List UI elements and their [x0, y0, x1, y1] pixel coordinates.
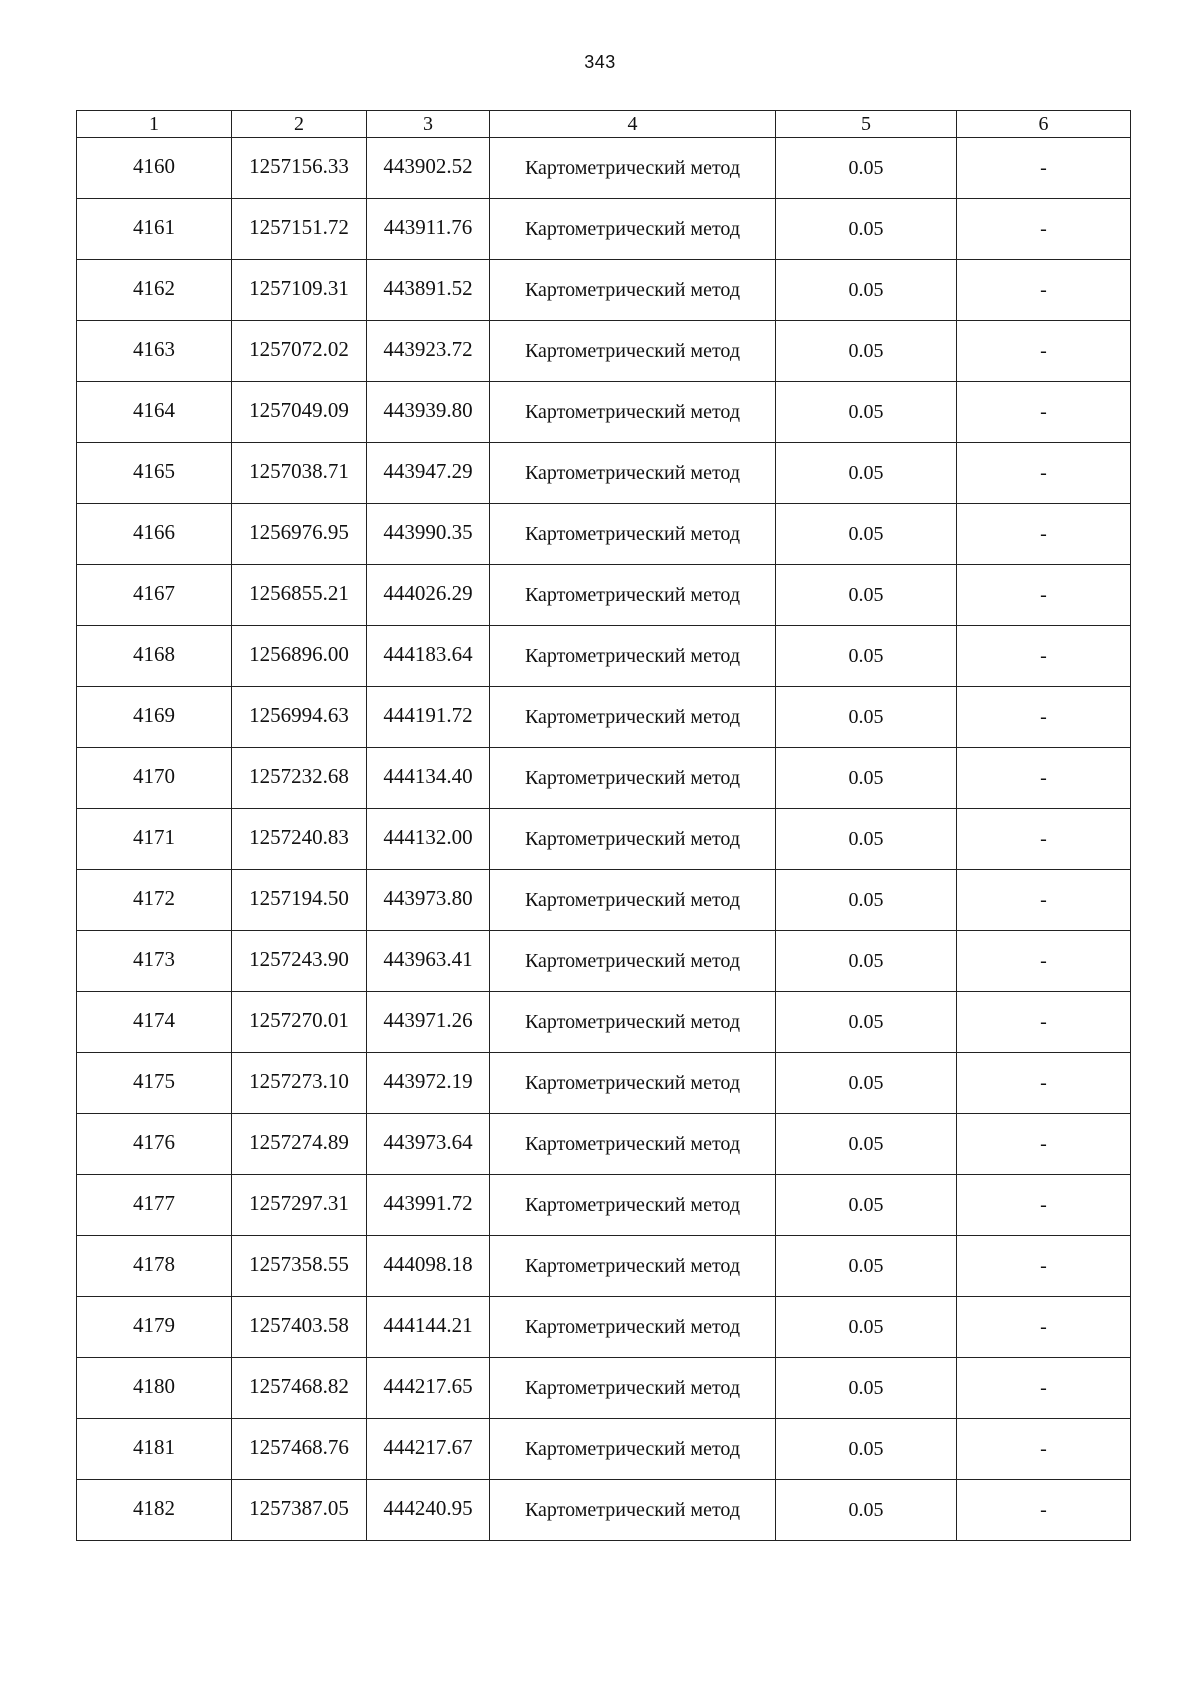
point-number-cell: 4172	[77, 870, 232, 931]
note-cell: -	[957, 1297, 1131, 1358]
header-col-1: 1	[77, 111, 232, 138]
x-coordinate-cell: 1257072.02	[232, 321, 367, 382]
method-cell: Картометрический метод	[490, 382, 776, 443]
accuracy-cell: 0.05	[776, 260, 957, 321]
point-number-cell: 4178	[77, 1236, 232, 1297]
table-row	[77, 1175, 1131, 1236]
y-coordinate-cell: 444217.65	[367, 1358, 490, 1419]
accuracy-cell: 0.05	[776, 382, 957, 443]
note-cell: -	[957, 382, 1131, 443]
x-coordinate-cell: 1257194.50	[232, 870, 367, 931]
x-coordinate-cell: 1256994.63	[232, 687, 367, 748]
x-coordinate-cell: 1257270.01	[232, 992, 367, 1053]
table-body	[77, 138, 1131, 1541]
table-row	[77, 321, 1131, 382]
table-row	[77, 931, 1131, 992]
accuracy-cell: 0.05	[776, 1175, 957, 1236]
y-coordinate-cell: 444134.40	[367, 748, 490, 809]
x-coordinate-cell: 1257049.09	[232, 382, 367, 443]
accuracy-cell: 0.05	[776, 870, 957, 931]
table-row	[77, 748, 1131, 809]
x-coordinate-cell: 1257038.71	[232, 443, 367, 504]
table-header	[77, 111, 1131, 138]
table-row	[77, 1236, 1131, 1297]
accuracy-cell: 0.05	[776, 687, 957, 748]
method-cell: Картометрический метод	[490, 748, 776, 809]
note-cell: -	[957, 1358, 1131, 1419]
point-number-cell: 4179	[77, 1297, 232, 1358]
accuracy-cell: 0.05	[776, 138, 957, 199]
table-row	[77, 504, 1131, 565]
point-number-cell: 4161	[77, 199, 232, 260]
note-cell: -	[957, 138, 1131, 199]
accuracy-cell: 0.05	[776, 1236, 957, 1297]
x-coordinate-cell: 1256976.95	[232, 504, 367, 565]
table-row	[77, 687, 1131, 748]
table-row	[77, 443, 1131, 504]
y-coordinate-cell: 444240.95	[367, 1480, 490, 1541]
note-cell: -	[957, 321, 1131, 382]
accuracy-cell: 0.05	[776, 565, 957, 626]
note-cell: -	[957, 1419, 1131, 1480]
y-coordinate-cell: 443973.80	[367, 870, 490, 931]
method-cell: Картометрический метод	[490, 1053, 776, 1114]
method-cell: Картометрический метод	[490, 1358, 776, 1419]
point-number-cell: 4168	[77, 626, 232, 687]
accuracy-cell: 0.05	[776, 199, 957, 260]
accuracy-cell: 0.05	[776, 504, 957, 565]
note-cell: -	[957, 1175, 1131, 1236]
y-coordinate-cell: 443991.72	[367, 1175, 490, 1236]
note-cell: -	[957, 199, 1131, 260]
table-row	[77, 1114, 1131, 1175]
y-coordinate-cell: 443973.64	[367, 1114, 490, 1175]
point-number-cell: 4163	[77, 321, 232, 382]
point-number-cell: 4182	[77, 1480, 232, 1541]
point-number-cell: 4167	[77, 565, 232, 626]
table-row	[77, 992, 1131, 1053]
table-row	[77, 626, 1131, 687]
note-cell: -	[957, 748, 1131, 809]
y-coordinate-cell: 443939.80	[367, 382, 490, 443]
accuracy-cell: 0.05	[776, 321, 957, 382]
table-row	[77, 138, 1131, 199]
x-coordinate-cell: 1257387.05	[232, 1480, 367, 1541]
table-row	[77, 199, 1131, 260]
note-cell: -	[957, 626, 1131, 687]
table-row	[77, 1358, 1131, 1419]
x-coordinate-cell: 1257403.58	[232, 1297, 367, 1358]
y-coordinate-cell: 444026.29	[367, 565, 490, 626]
table-row	[77, 1297, 1131, 1358]
method-cell: Картометрический метод	[490, 260, 776, 321]
method-cell: Картометрический метод	[490, 1419, 776, 1480]
accuracy-cell: 0.05	[776, 626, 957, 687]
x-coordinate-cell: 1257297.31	[232, 1175, 367, 1236]
x-coordinate-cell: 1257232.68	[232, 748, 367, 809]
point-number-cell: 4174	[77, 992, 232, 1053]
method-cell: Картометрический метод	[490, 504, 776, 565]
header-col-5: 5	[776, 111, 957, 138]
accuracy-cell: 0.05	[776, 1114, 957, 1175]
y-coordinate-cell: 443891.52	[367, 260, 490, 321]
table-row	[77, 1419, 1131, 1480]
method-cell: Картометрический метод	[490, 1236, 776, 1297]
accuracy-cell: 0.05	[776, 748, 957, 809]
point-number-cell: 4165	[77, 443, 232, 504]
note-cell: -	[957, 992, 1131, 1053]
method-cell: Картометрический метод	[490, 931, 776, 992]
note-cell: -	[957, 687, 1131, 748]
method-cell: Картометрический метод	[490, 687, 776, 748]
point-number-cell: 4164	[77, 382, 232, 443]
method-cell: Картометрический метод	[490, 1480, 776, 1541]
header-col-3: 3	[367, 111, 490, 138]
y-coordinate-cell: 444217.67	[367, 1419, 490, 1480]
y-coordinate-cell: 443971.26	[367, 992, 490, 1053]
accuracy-cell: 0.05	[776, 1053, 957, 1114]
x-coordinate-cell: 1257240.83	[232, 809, 367, 870]
y-coordinate-cell: 444132.00	[367, 809, 490, 870]
accuracy-cell: 0.05	[776, 1419, 957, 1480]
table-row	[77, 870, 1131, 931]
x-coordinate-cell: 1257151.72	[232, 199, 367, 260]
x-coordinate-cell: 1257468.76	[232, 1419, 367, 1480]
y-coordinate-cell: 444191.72	[367, 687, 490, 748]
point-number-cell: 4181	[77, 1419, 232, 1480]
x-coordinate-cell: 1257109.31	[232, 260, 367, 321]
table-row	[77, 1480, 1131, 1541]
y-coordinate-cell: 443947.29	[367, 443, 490, 504]
y-coordinate-cell: 444183.64	[367, 626, 490, 687]
point-number-cell: 4175	[77, 1053, 232, 1114]
point-number-cell: 4160	[77, 138, 232, 199]
method-cell: Картометрический метод	[490, 809, 776, 870]
table-row	[77, 809, 1131, 870]
note-cell: -	[957, 1114, 1131, 1175]
y-coordinate-cell: 443911.76	[367, 199, 490, 260]
x-coordinate-cell: 1257468.82	[232, 1358, 367, 1419]
accuracy-cell: 0.05	[776, 1297, 957, 1358]
x-coordinate-cell: 1257358.55	[232, 1236, 367, 1297]
note-cell: -	[957, 931, 1131, 992]
header-col-2: 2	[232, 111, 367, 138]
point-number-cell: 4166	[77, 504, 232, 565]
y-coordinate-cell: 443902.52	[367, 138, 490, 199]
x-coordinate-cell: 1256855.21	[232, 565, 367, 626]
x-coordinate-cell: 1257274.89	[232, 1114, 367, 1175]
accuracy-cell: 0.05	[776, 443, 957, 504]
accuracy-cell: 0.05	[776, 931, 957, 992]
note-cell: -	[957, 809, 1131, 870]
page-number: 343	[584, 52, 616, 72]
accuracy-cell: 0.05	[776, 1480, 957, 1541]
table-row	[77, 260, 1131, 321]
method-cell: Картометрический метод	[490, 199, 776, 260]
note-cell: -	[957, 504, 1131, 565]
accuracy-cell: 0.05	[776, 809, 957, 870]
method-cell: Картометрический метод	[490, 1114, 776, 1175]
point-number-cell: 4176	[77, 1114, 232, 1175]
point-number-cell: 4170	[77, 748, 232, 809]
method-cell: Картометрический метод	[490, 321, 776, 382]
point-number-cell: 4180	[77, 1358, 232, 1419]
point-number-cell: 4171	[77, 809, 232, 870]
table-row	[77, 565, 1131, 626]
method-cell: Картометрический метод	[490, 1297, 776, 1358]
header-col-6: 6	[957, 111, 1131, 138]
note-cell: -	[957, 565, 1131, 626]
y-coordinate-cell: 444144.21	[367, 1297, 490, 1358]
method-cell: Картометрический метод	[490, 443, 776, 504]
note-cell: -	[957, 1236, 1131, 1297]
y-coordinate-cell: 443963.41	[367, 931, 490, 992]
coordinates-table	[76, 110, 1131, 1541]
y-coordinate-cell: 443972.19	[367, 1053, 490, 1114]
point-number-cell: 4173	[77, 931, 232, 992]
note-cell: -	[957, 260, 1131, 321]
method-cell: Картометрический метод	[490, 992, 776, 1053]
table-row	[77, 382, 1131, 443]
accuracy-cell: 0.05	[776, 992, 957, 1053]
method-cell: Картометрический метод	[490, 626, 776, 687]
y-coordinate-cell: 443990.35	[367, 504, 490, 565]
x-coordinate-cell: 1256896.00	[232, 626, 367, 687]
point-number-cell: 4162	[77, 260, 232, 321]
method-cell: Картометрический метод	[490, 1175, 776, 1236]
note-cell: -	[957, 870, 1131, 931]
point-number-cell: 4169	[77, 687, 232, 748]
table-row	[77, 1053, 1131, 1114]
note-cell: -	[957, 1053, 1131, 1114]
accuracy-cell: 0.05	[776, 1358, 957, 1419]
note-cell: -	[957, 1480, 1131, 1541]
y-coordinate-cell: 443923.72	[367, 321, 490, 382]
header-row	[77, 111, 1131, 138]
method-cell: Картометрический метод	[490, 138, 776, 199]
header-col-4: 4	[490, 111, 776, 138]
method-cell: Картометрический метод	[490, 565, 776, 626]
method-cell: Картометрический метод	[490, 870, 776, 931]
note-cell: -	[957, 443, 1131, 504]
y-coordinate-cell: 444098.18	[367, 1236, 490, 1297]
x-coordinate-cell: 1257156.33	[232, 138, 367, 199]
x-coordinate-cell: 1257273.10	[232, 1053, 367, 1114]
point-number-cell: 4177	[77, 1175, 232, 1236]
x-coordinate-cell: 1257243.90	[232, 931, 367, 992]
